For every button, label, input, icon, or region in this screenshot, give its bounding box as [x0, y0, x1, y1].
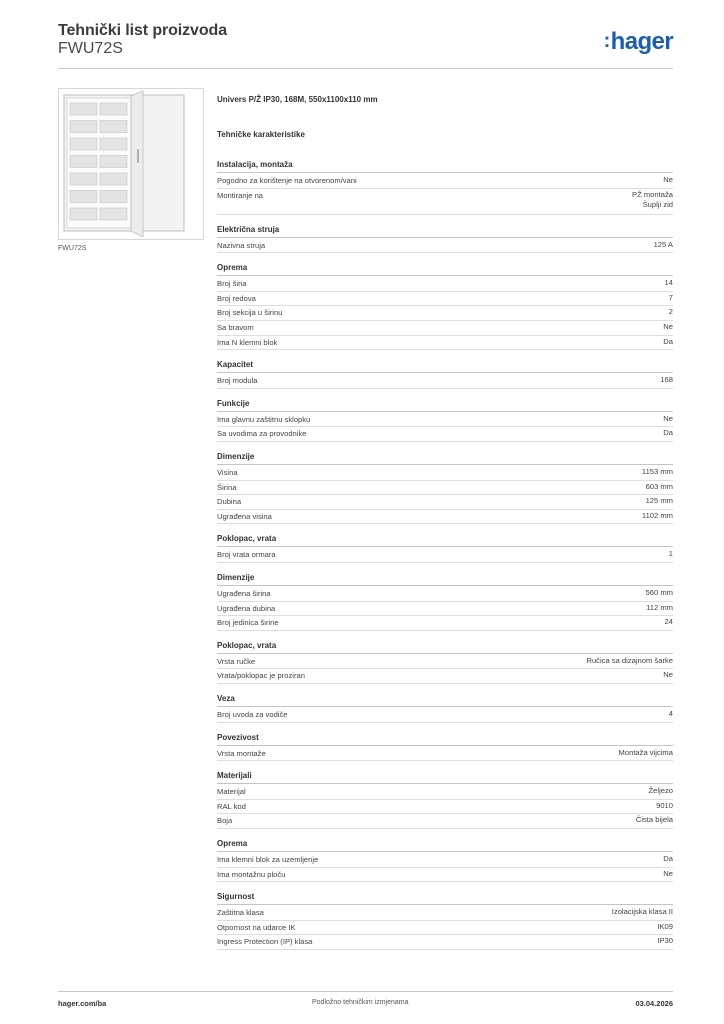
spec-value [612, 907, 673, 918]
logo-text: hager [610, 28, 673, 55]
spec-row [217, 602, 673, 617]
spec-value-line: Željezo [648, 786, 673, 796]
group-title: Poklopac, vrata [217, 640, 673, 654]
spec-label: Broj sekcija u širinu [217, 308, 283, 318]
spec-value-line: 560 mm [645, 588, 673, 597]
spec-row [217, 708, 673, 723]
spec-value [663, 337, 673, 348]
page-header [58, 20, 673, 68]
spec-value [669, 307, 673, 318]
group-title: Oprema [217, 838, 673, 852]
spec-label: Ima montažnu ploču [217, 869, 286, 879]
spec-label: Boja [217, 816, 233, 826]
spec-row [217, 374, 673, 389]
spec-row [217, 747, 673, 762]
spec-label: Broj jedinica širine [217, 618, 279, 628]
spec-label: Zaštitna klasa [217, 908, 264, 918]
spec-value-line: 125 mm [645, 496, 673, 506]
spec-row [217, 868, 673, 883]
spec-row [217, 174, 673, 189]
spec-row [217, 510, 673, 525]
spec-value-line: 125 A [653, 239, 673, 249]
spec-label: Ima glavnu zaštitnu sklopku [217, 414, 311, 424]
spec-value [657, 936, 673, 947]
spec-label: Otpornost na udarce IK [217, 922, 296, 932]
spec-value [632, 190, 673, 211]
spec-value [663, 175, 673, 186]
spec-value-line: Da [663, 854, 673, 863]
spec-label: Materijal [217, 787, 246, 797]
document-title: Tehnički list proizvoda [58, 22, 227, 39]
spec-value [665, 278, 673, 289]
spec-row [217, 481, 673, 496]
spec-label: Broj modula [217, 376, 258, 386]
spec-value-line: Montaža vijcima [618, 747, 673, 757]
spec-value-line: 24 [664, 617, 673, 627]
spec-label: Nazivna struja [217, 240, 266, 250]
spec-row [217, 321, 673, 336]
spec-value [657, 922, 673, 933]
spec-value-line: Ne [663, 175, 673, 184]
spec-row [217, 800, 673, 815]
group-title: Oprema [217, 262, 673, 276]
group-title: Materijali [217, 770, 673, 784]
rail-cover [100, 156, 127, 168]
spec-row [217, 921, 673, 936]
footer-date: 03.04.2026 [635, 999, 673, 1008]
spec-value-line: PŽ montaža [632, 189, 673, 199]
spec-label: Visina [217, 468, 238, 477]
spec-value [660, 375, 673, 386]
spec-label: Pogodno za korištenje na otvorenom/vani [217, 176, 357, 185]
spec-row [217, 935, 673, 950]
section-heading: Tehničke karakteristike [217, 130, 305, 139]
product-code: FWU72S [58, 40, 123, 57]
spec-value-line: Da [663, 428, 673, 438]
spec-value-line: Ručica sa dizajnom šarke [586, 655, 673, 665]
spec-label: Vrata/poklopac je proziran [217, 671, 305, 681]
spec-label: Broj redova [217, 293, 256, 303]
group-title: Dimenzije [217, 572, 673, 586]
spec-value-line: Šuplji zid [642, 200, 673, 210]
spec-row [217, 427, 673, 442]
spec-value [642, 511, 673, 522]
footer-divider [58, 991, 673, 992]
spec-value-line: 168 [660, 375, 673, 385]
spec-value [619, 748, 673, 759]
spec-value [646, 496, 673, 507]
spec-value-line: 2 [668, 307, 673, 317]
spec-value-line: 603 mm [645, 481, 673, 491]
spec-label: Ima N klemni blok [217, 337, 278, 347]
spec-value [663, 854, 673, 865]
spec-row [217, 548, 673, 563]
spec-row [217, 785, 673, 800]
spec-value [663, 414, 673, 425]
rail-cover [70, 121, 97, 133]
spec-label: Ingress Protection (IP) klasa [217, 937, 313, 947]
spec-row [217, 336, 673, 351]
spec-value [642, 467, 673, 478]
spec-label: Broj uvoda za vodiče [217, 710, 288, 719]
hager-logo [604, 28, 673, 56]
spec-value-line: 1102 mm [641, 510, 673, 520]
rail-cover [70, 103, 97, 115]
spec-row [217, 239, 673, 254]
spec-value [649, 786, 673, 797]
spec-label: Ima klemni blok za uzemljenje [217, 855, 319, 864]
spec-value [663, 428, 673, 439]
spec-label: Broj vrata ormara [217, 550, 276, 560]
rail-cover [70, 208, 97, 220]
spec-label: Broj šina [217, 279, 247, 289]
spec-row [217, 306, 673, 321]
spec-label: Montiranje na [217, 190, 264, 200]
cabinet-image [58, 88, 204, 240]
product-description: Univers P/Ž IP30, 168M, 550x1100x110 mm [217, 95, 378, 104]
rail-cover [70, 138, 97, 150]
spec-value-line: 7 [668, 292, 673, 302]
spec-label: Ugrađena širina [217, 589, 271, 598]
spec-label: Sa bravom [217, 323, 254, 332]
group-title: Kapacitet [217, 359, 673, 373]
spec-row [217, 587, 673, 602]
spec-value [636, 815, 673, 826]
spec-row [217, 495, 673, 510]
spec-label: Ugrađena dubina [217, 603, 276, 613]
group-title: Sigurnost [217, 891, 673, 905]
rail-cover [100, 191, 127, 203]
spec-row [217, 466, 673, 481]
spec-value [663, 322, 673, 333]
rail-cover [100, 121, 127, 133]
spec-label: Vrsta montaže [217, 748, 266, 758]
spec-value-line: 1153 mm [641, 467, 673, 476]
logo-dots-icon: : [603, 30, 610, 52]
spec-value-line: Ne [663, 868, 673, 878]
spec-row [217, 906, 673, 921]
rail-cover [70, 173, 97, 185]
spec-row [217, 292, 673, 307]
spec-value [646, 482, 673, 493]
group-title: Instalacija, montaža [217, 159, 673, 173]
spec-value [663, 869, 673, 880]
spec-row [217, 616, 673, 631]
spec-value-line: 4 [668, 709, 673, 718]
spec-value-line: Izolacijska klasa II [611, 907, 673, 917]
spec-value [646, 603, 673, 614]
spec-label: RAL kod [217, 801, 246, 811]
spec-value-line: 9010 [656, 800, 673, 810]
spec-label: Ugrađena visina [217, 511, 272, 521]
rail-cover [70, 191, 97, 203]
spec-row [217, 655, 673, 670]
spec-value [669, 709, 673, 720]
spec-value-line: IP30 [657, 936, 673, 946]
spec-row [217, 189, 673, 215]
spec-value-line: IK09 [657, 921, 673, 931]
spec-label: Vrsta ručke [217, 656, 256, 666]
spec-value-line: 1 [668, 549, 673, 559]
spec-value [669, 549, 673, 560]
spec-value-line: Ne [663, 413, 673, 423]
rail-cover [100, 103, 127, 115]
group-title: Električna struja [217, 224, 673, 238]
spec-row [217, 853, 673, 868]
spec-value [654, 240, 673, 251]
spec-value [669, 293, 673, 304]
spec-label: Širina [217, 482, 237, 492]
spec-value-line: 112 mm [646, 602, 673, 612]
rail-cover [70, 156, 97, 168]
group-title: Poklopac, vrata [217, 533, 673, 547]
spec-label: Sa uvodima za provodnike [217, 429, 307, 439]
spec-row [217, 277, 673, 292]
spec-value [586, 656, 673, 667]
rail-cover [100, 173, 127, 185]
spec-value-line: Ne [663, 670, 673, 680]
spec-row [217, 814, 673, 829]
group-title: Dimenzije [217, 451, 673, 465]
header-divider [58, 68, 673, 69]
spec-label: Dubina [217, 497, 242, 507]
group-title: Povezivost [217, 732, 673, 746]
group-title: Funkcije [217, 398, 673, 412]
group-title: Veza [217, 693, 673, 707]
footer-website[interactable]: hager.com/ba [58, 999, 107, 1008]
rail-cover [100, 138, 127, 150]
spec-value [665, 617, 673, 628]
spec-value-line: Čista bijela [635, 815, 673, 825]
spec-value-line: Da [663, 336, 673, 346]
spec-value [646, 588, 673, 599]
footer-notice: Podložno tehničkim izmjenama [312, 999, 409, 1006]
spec-row [217, 669, 673, 684]
spec-value [656, 801, 673, 812]
spec-row [217, 413, 673, 428]
rail-cover [100, 208, 127, 220]
spec-value [663, 670, 673, 681]
spec-value-line: 14 [664, 278, 673, 288]
image-caption: FWU72S [58, 245, 87, 252]
spec-value-line: Ne [663, 322, 673, 331]
